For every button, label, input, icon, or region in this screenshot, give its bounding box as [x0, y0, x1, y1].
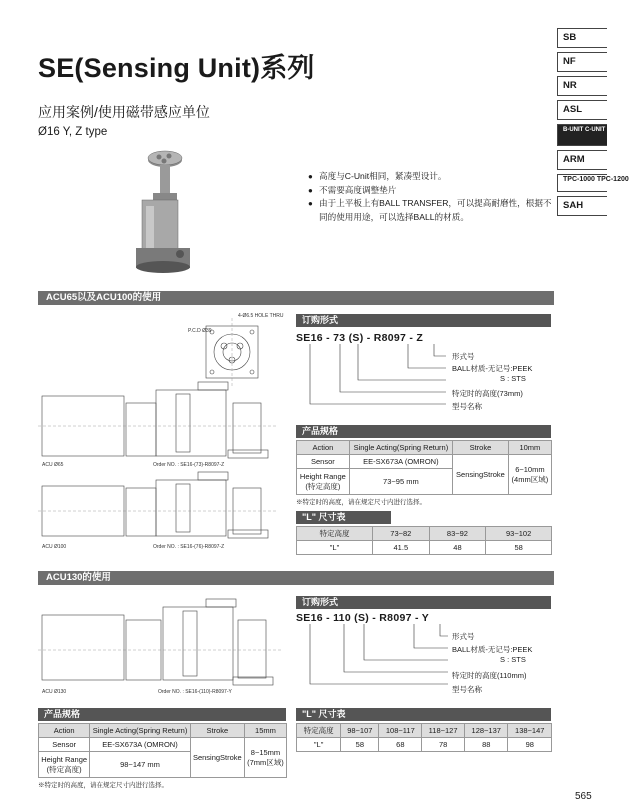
order-label-1: Order NO. : SE16-(73)-R8097-Z	[153, 462, 225, 468]
tab-nf[interactable]: NF	[557, 52, 607, 72]
l-cell: 93~102	[486, 527, 552, 541]
l-cell: 88	[465, 738, 508, 752]
l-cell: 98~107	[341, 724, 379, 738]
acu130-label: ACU Ø130	[42, 689, 67, 695]
l-cell: 41.5	[373, 541, 430, 555]
order-code-leaders-1	[296, 344, 456, 414]
l-table-2	[296, 723, 552, 752]
order-form-header-2: 订购形式	[296, 596, 551, 609]
l-cell: 78	[422, 738, 465, 752]
order-label: BALL材质-无记号:PEEK	[452, 645, 533, 654]
feature-item: ● 由于上平板上有BALL TRANSFER，可以提高耐磨性，根据不同的使用用途，可以选择BALL的材质。	[308, 197, 553, 224]
order-label: 型号名称	[452, 685, 482, 694]
spec-cell: 8~15mm (7mm区域)	[244, 738, 286, 778]
feature-list	[308, 170, 553, 224]
holes-label: 4-Ø6.5 HOLE THRU	[238, 313, 284, 319]
spec-cell: EE-SX673A (OMRON)	[90, 738, 190, 752]
spec-table-2	[38, 723, 287, 778]
l-cell: 138~147	[508, 724, 552, 738]
spec-cell: Action	[39, 724, 90, 738]
tab-arm[interactable]: ARM	[557, 150, 607, 170]
order-label: 形式号	[452, 632, 475, 641]
order-code-leaders-2	[296, 624, 456, 692]
order-form-header-1: 订购形式	[296, 314, 551, 327]
spec-cell: Sensor	[39, 738, 90, 752]
page-title: SE(Sensing Unit)系列	[38, 53, 315, 83]
l-cell: 83~92	[429, 527, 486, 541]
spec-cell: 15mm	[244, 724, 286, 738]
tab-sb[interactable]: SB	[557, 28, 607, 48]
l-cell: 108~117	[379, 724, 422, 738]
l-cell: 98	[508, 738, 552, 752]
order-label: 特定时的高度(73mm)	[452, 389, 523, 398]
spec-cell: EE-SX673A (OMRON)	[349, 455, 452, 469]
order-label: 特定时的高度(110mm)	[452, 671, 527, 680]
spec-cell: 73~95 mm	[349, 469, 452, 495]
l-table-1	[296, 526, 552, 555]
feature-item: ● 高度与C-Unit相同，紧凑型设计。	[308, 170, 553, 184]
product-photo	[128, 148, 198, 278]
spec-cell: Single Acting(Spring Return)	[90, 724, 190, 738]
l-cell: 128~137	[465, 724, 508, 738]
section-1-header: ACU65以及ACU100的使用	[38, 291, 554, 305]
l-cell: 48	[429, 541, 486, 555]
section-1-drawings	[38, 308, 290, 558]
spec-cell: 6~10mm (4mm区域)	[508, 455, 551, 495]
section-2-drawing	[38, 595, 290, 700]
order-label-3: Order NO. : SE16-(110)-R8097-Y	[158, 689, 232, 695]
acu65-label: ACU Ø65	[42, 462, 64, 468]
pcd-label: P.C.D Ø39	[188, 328, 212, 334]
order-label: 型号名称	[452, 402, 482, 411]
l-cell: "L"	[297, 541, 373, 555]
page-subtitle: 应用案例/使用磁带感应单位	[38, 104, 210, 120]
spec-cell: Stroke	[453, 441, 509, 455]
order-label: BALL材质-无记号:PEEK	[452, 364, 533, 373]
section-2-header: ACU130的使用	[38, 571, 554, 585]
spec-cell: Single Acting(Spring Return)	[349, 441, 452, 455]
l-cell: 特定高度	[297, 724, 341, 738]
tab-unit[interactable]: B-UNIT C-UNIT S-UNIT	[557, 124, 607, 146]
acu100-label: ACU Ø100	[42, 544, 67, 550]
category-tabs	[557, 28, 629, 220]
spec-header-2: 产品规格	[38, 708, 286, 721]
spec-cell: Height Range (特定高度)	[297, 469, 350, 495]
page-number: 565	[575, 791, 592, 802]
page-subtype: Ø16 Y, Z type	[38, 126, 108, 138]
order-code-1: SE16 - 73 (S) - R8097 - Z	[296, 332, 424, 344]
spec-cell: Height Range (特定高度)	[39, 752, 90, 778]
order-label: S : STS	[500, 655, 526, 664]
order-label: 形式号	[452, 352, 475, 361]
spec-note-2: ※特定时的高度，请在规定尺寸内进行选择。	[38, 782, 168, 789]
tab-asl[interactable]: ASL	[557, 100, 607, 120]
l-table-header-1: "L" 尺寸表	[296, 511, 391, 524]
feature-item: ● 不需要高度调整垫片	[308, 184, 553, 198]
l-cell: "L"	[297, 738, 341, 752]
spec-cell: Sensor	[297, 455, 350, 469]
spec-cell: SensingStroke	[190, 738, 244, 778]
spec-header-1: 产品规格	[296, 425, 551, 438]
order-label-2: Order NO. : SE16-(76)-R8097-Z	[153, 544, 225, 550]
l-table-header-2: "L" 尺寸表	[296, 708, 551, 721]
spec-cell: Stroke	[190, 724, 244, 738]
l-cell: 118~127	[422, 724, 465, 738]
tab-nr[interactable]: NR	[557, 76, 607, 96]
spec-cell: 10mm	[508, 441, 551, 455]
l-cell: 58	[486, 541, 552, 555]
spec-note-1: ※特定时的高度，请在规定尺寸内进行选择。	[296, 499, 426, 506]
l-cell: 68	[379, 738, 422, 752]
spec-table-1	[296, 440, 552, 495]
spec-cell: 98~147 mm	[90, 752, 190, 778]
tab-tpc[interactable]: TPC-1000 TPC-1200	[557, 174, 607, 192]
tab-sah[interactable]: SAH	[557, 196, 607, 216]
spec-cell: Action	[297, 441, 350, 455]
l-cell: 特定高度	[297, 527, 373, 541]
order-code-2: SE16 - 110 (S) - R8097 - Y	[296, 612, 430, 624]
l-cell: 73~82	[373, 527, 430, 541]
spec-cell: SensingStroke	[453, 455, 509, 495]
l-cell: 58	[341, 738, 379, 752]
order-label: S : STS	[500, 374, 526, 383]
